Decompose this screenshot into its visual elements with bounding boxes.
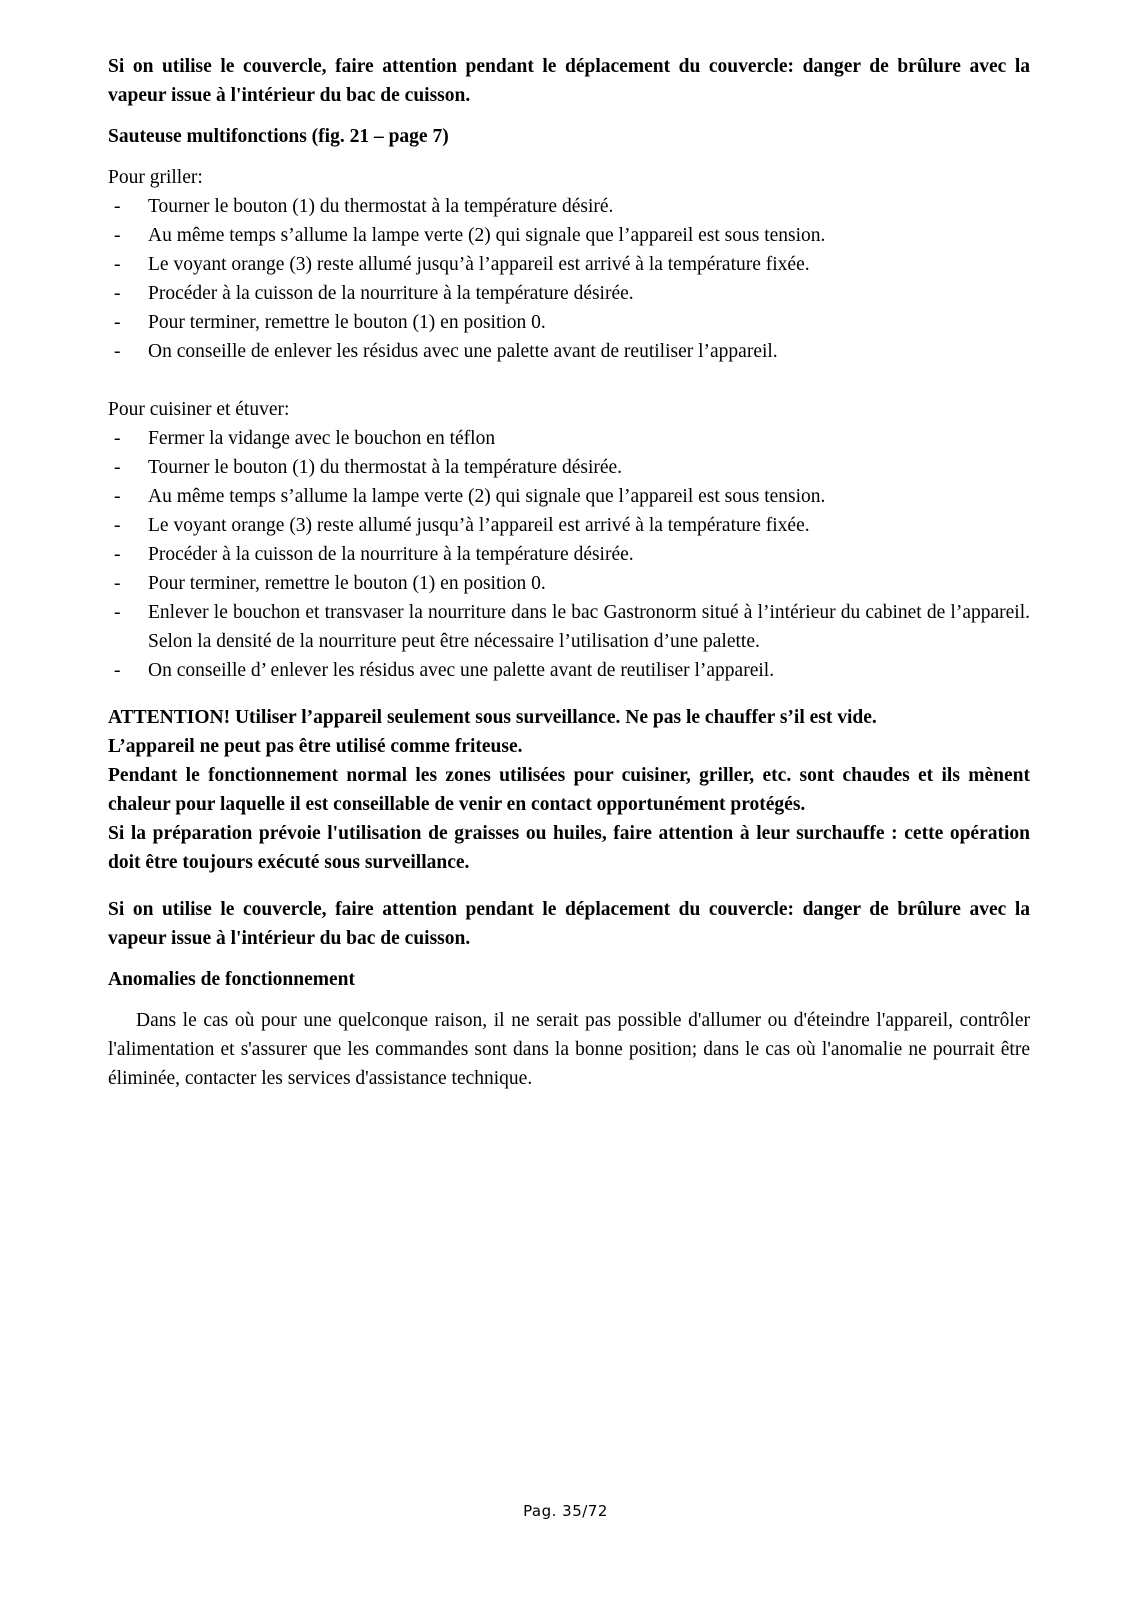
attention-line: ATTENTION! Utiliser l’appareil seulement sous surveillance. Ne pas le chauffer s’il est vide. [108,707,877,728]
griller-steps [108,192,1030,366]
attention-line: L’appareil ne peut pas être utilisé comme friteuse. [108,736,523,757]
attention-line: Pendant le fonctionnement normal les zones utilisées pour cuisiner, griller, etc. sont chaudes et ils mènent chaleur pour laquelle il est conseillable de venir en contact opportunément protégés. [108,765,1030,815]
list-item: - On conseille de enlever les résidus avec une palette avant de reutiliser l’appareil. [108,337,1030,366]
attention-block [108,703,1030,877]
list-item: - Le voyant orange (3) reste allumé jusqu’à l’appareil est arrivé à la température fixée. [108,250,1030,279]
list-item: - Pour terminer, remettre le bouton (1) en position 0. [108,308,1030,337]
section-title: Sauteuse multifonctions (fig. 21 – page 7) [108,126,449,147]
lid-warning-top: Si on utilise le couvercle, faire attention pendant le déplacement du couvercle: danger de brûlure avec la vapeur issue à l'intérieur du bac de cuisson. [108,56,1030,106]
cuisiner-steps [108,424,1030,685]
anomalies-title: Anomalies de fonctionnement [108,969,355,990]
page-content [108,52,1030,1093]
list-item: - Le voyant orange (3) reste allumé jusqu’à l’appareil est arrivé à la température fixée. [108,511,1030,540]
list-item: - Au même temps s’allume la lampe verte (2) qui signale que l’appareil est sous tension. [108,482,1030,511]
list-item: - Procéder à la cuisson de la nourriture à la température désirée. [108,279,1030,308]
list-item: - Tourner le bouton (1) du thermostat à la température désiré. [108,192,1030,221]
anomalies-body: Dans le cas où pour une quelconque raison, il ne serait pas possible d'allumer ou d'éteindre l'appareil, contrôler l'alimentation et s'assurer que les commandes sont dans la bonne position; dans le cas où l'anomalie ne pourrait être éliminée, contacter les services d'assistance technique. [108,1010,1030,1089]
lid-warning-bottom: Si on utilise le couvercle, faire attention pendant le déplacement du couvercle: danger de brûlure avec la vapeur issue à l'intérieur du bac de cuisson. [108,899,1030,949]
list-item: - On conseille d’ enlever les résidus avec une palette avant de reutiliser l’appareil. [108,656,1030,685]
page-number: Pag. 35/72 [523,1502,608,1520]
griller-intro: Pour griller: [108,167,203,188]
list-item: - Au même temps s’allume la lampe verte (2) qui signale que l’appareil est sous tension. [108,221,1030,250]
cuisiner-intro: Pour cuisiner et étuver: [108,399,290,420]
attention-line: Si la préparation prévoie l'utilisation de graisses ou huiles, faire attention à leur surchauffe : cette opération doit être toujours exécuté sous surveillance. [108,823,1030,873]
list-item: - Enlever le bouchon et transvaser la nourriture dans le bac Gastronorm situé à l’intérieur du cabinet de l’appareil. Selon la densité de la nourriture peut être nécessaire l’utilisation d’une palette. [108,598,1030,656]
list-item: - Fermer la vidange avec le bouchon en téflon [108,424,1030,453]
list-item: - Pour terminer, remettre le bouton (1) en position 0. [108,569,1030,598]
list-item: - Procéder à la cuisson de la nourriture à la température désirée. [108,540,1030,569]
list-item: - Tourner le bouton (1) du thermostat à la température désirée. [108,453,1030,482]
